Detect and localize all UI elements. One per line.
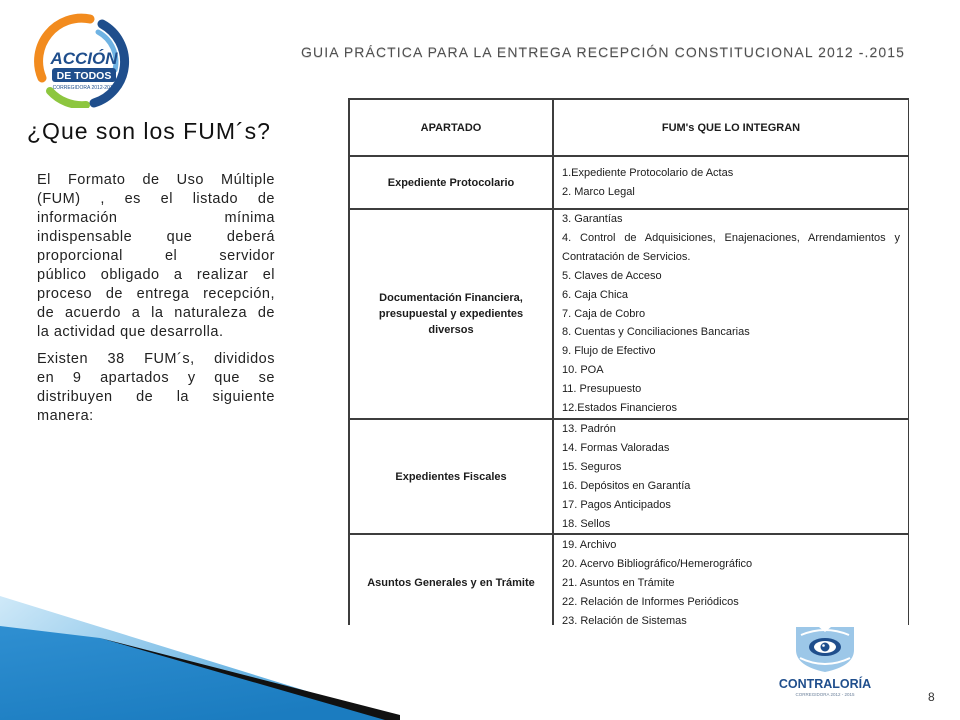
fums-cell (553, 534, 909, 625)
apartado-cell: Expediente Protocolario (349, 156, 553, 209)
fum-item: 19. Archivo (562, 539, 617, 552)
fums-cell (553, 156, 909, 209)
fum-item: 6. Caja Chica (562, 288, 629, 301)
table-row (349, 419, 909, 534)
fum-item: 16. Depósitos en Garantía (562, 479, 691, 492)
paragraph-line: El Formato de Uso Múltiple (37, 172, 275, 188)
table-row (349, 209, 909, 419)
fum-table (348, 98, 909, 625)
paragraph-line: proceso de entrega recepción, (37, 286, 275, 302)
section-heading: ¿Que son los FUM´s? (27, 118, 271, 144)
fum-item: 8. Cuentas y Conciliaciones Bancarias (562, 326, 750, 339)
apartado-cell: Documentación Financiera, presupuestal y expedientes diversos (349, 209, 553, 419)
contraloria-logo (775, 622, 875, 702)
paragraph (37, 171, 275, 342)
eye-pupil (821, 643, 830, 652)
paragraph-line: manera: (37, 408, 94, 424)
fum-item: 5. Claves de Acceso (562, 269, 662, 282)
table-row (349, 156, 909, 209)
intro-text (37, 171, 275, 426)
paragraph-line: Existen 38 FUM´s, divididos (37, 351, 275, 367)
fum-item: 12.Estados Financieros (562, 402, 677, 415)
fum-item: 7. Caja de Cobro (562, 307, 646, 320)
accion-de-todos-logo (30, 12, 134, 108)
fums-cell (553, 209, 909, 419)
eye-highlight (822, 644, 825, 647)
decorative-swoosh (0, 588, 400, 720)
slide-title: GUIA PRÁCTICA PARA LA ENTREGA RECEPCIÓN CONSTITUCIONAL 2012 -.2015 (301, 44, 905, 60)
logo-word-de-todos: DE TODOS (56, 70, 112, 82)
paragraph-line: público obligado a realizar el (37, 267, 275, 283)
fums-cell (553, 419, 909, 534)
logo-tagline: CORREGIDORA 2012-2015 (52, 85, 116, 91)
fum-item: 23. Relación de Sistemas (562, 614, 687, 625)
fum-item: 14. Formas Valoradas (562, 441, 670, 454)
fum-table-container (347, 97, 909, 625)
paragraph-line: indispensable que deberá (37, 229, 275, 245)
paragraph-line: (FUM) , es el listado de (37, 191, 275, 207)
fum-item: 20. Acervo Bibliográfico/Hemerográfico (562, 558, 753, 571)
logo-green-arc (50, 91, 86, 105)
fum-item: 15. Seguros (562, 460, 622, 473)
apartado-cell: Asuntos Generales y en Trámite (349, 534, 553, 625)
paragraph-line: de acuerdo a la naturaleza de (37, 305, 275, 321)
page-number: 8 (928, 690, 935, 704)
paragraph-line: en 9 apartados y que se (37, 370, 275, 386)
apartado-cell: Expedientes Fiscales (349, 419, 553, 534)
fum-item: 2. Marco Legal (562, 185, 635, 198)
fum-item: 17. Pagos Anticipados (562, 498, 671, 511)
paragraph-line: distribuyen de la siguiente (37, 389, 275, 405)
fum-item: 11. Presupuesto (562, 383, 642, 396)
fum-item: 9. Flujo de Efectivo (562, 345, 656, 358)
fum-item: 13. Padrón (562, 422, 616, 435)
logo-word-accion: ACCIÓN (50, 49, 118, 68)
fum-item: 1.Expediente Protocolario de Actas (562, 166, 734, 179)
paragraph-line: información mínima (37, 210, 275, 226)
fum-item: 3. Garantías (562, 213, 623, 225)
table-header-fums: FUM's QUE LO INTEGRAN (553, 99, 909, 156)
fum-item: 4. Control de Adquisiciones, Enajenaciones, Arrendamientos y Contratación de Servicios. (562, 231, 900, 263)
contraloria-name: CONTRALORÍA (778, 677, 872, 691)
paragraph (37, 350, 275, 426)
table-row (349, 534, 909, 625)
fum-item: 21. Asuntos en Trámite (562, 576, 675, 589)
table-header-apartado: APARTADO (349, 99, 553, 156)
fum-item: 10. POA (562, 364, 604, 377)
table-header-row (349, 99, 909, 156)
paragraph-line: la actividad que desarrolla. (37, 324, 224, 340)
paragraph-line: proporcional el servidor (37, 248, 275, 264)
fum-item: 22. Relación de Informes Periódicos (562, 595, 739, 608)
fum-item: 18. Sellos (562, 517, 611, 530)
contraloria-tagline: CORREGIDORA 2012 - 2015 (795, 692, 855, 697)
